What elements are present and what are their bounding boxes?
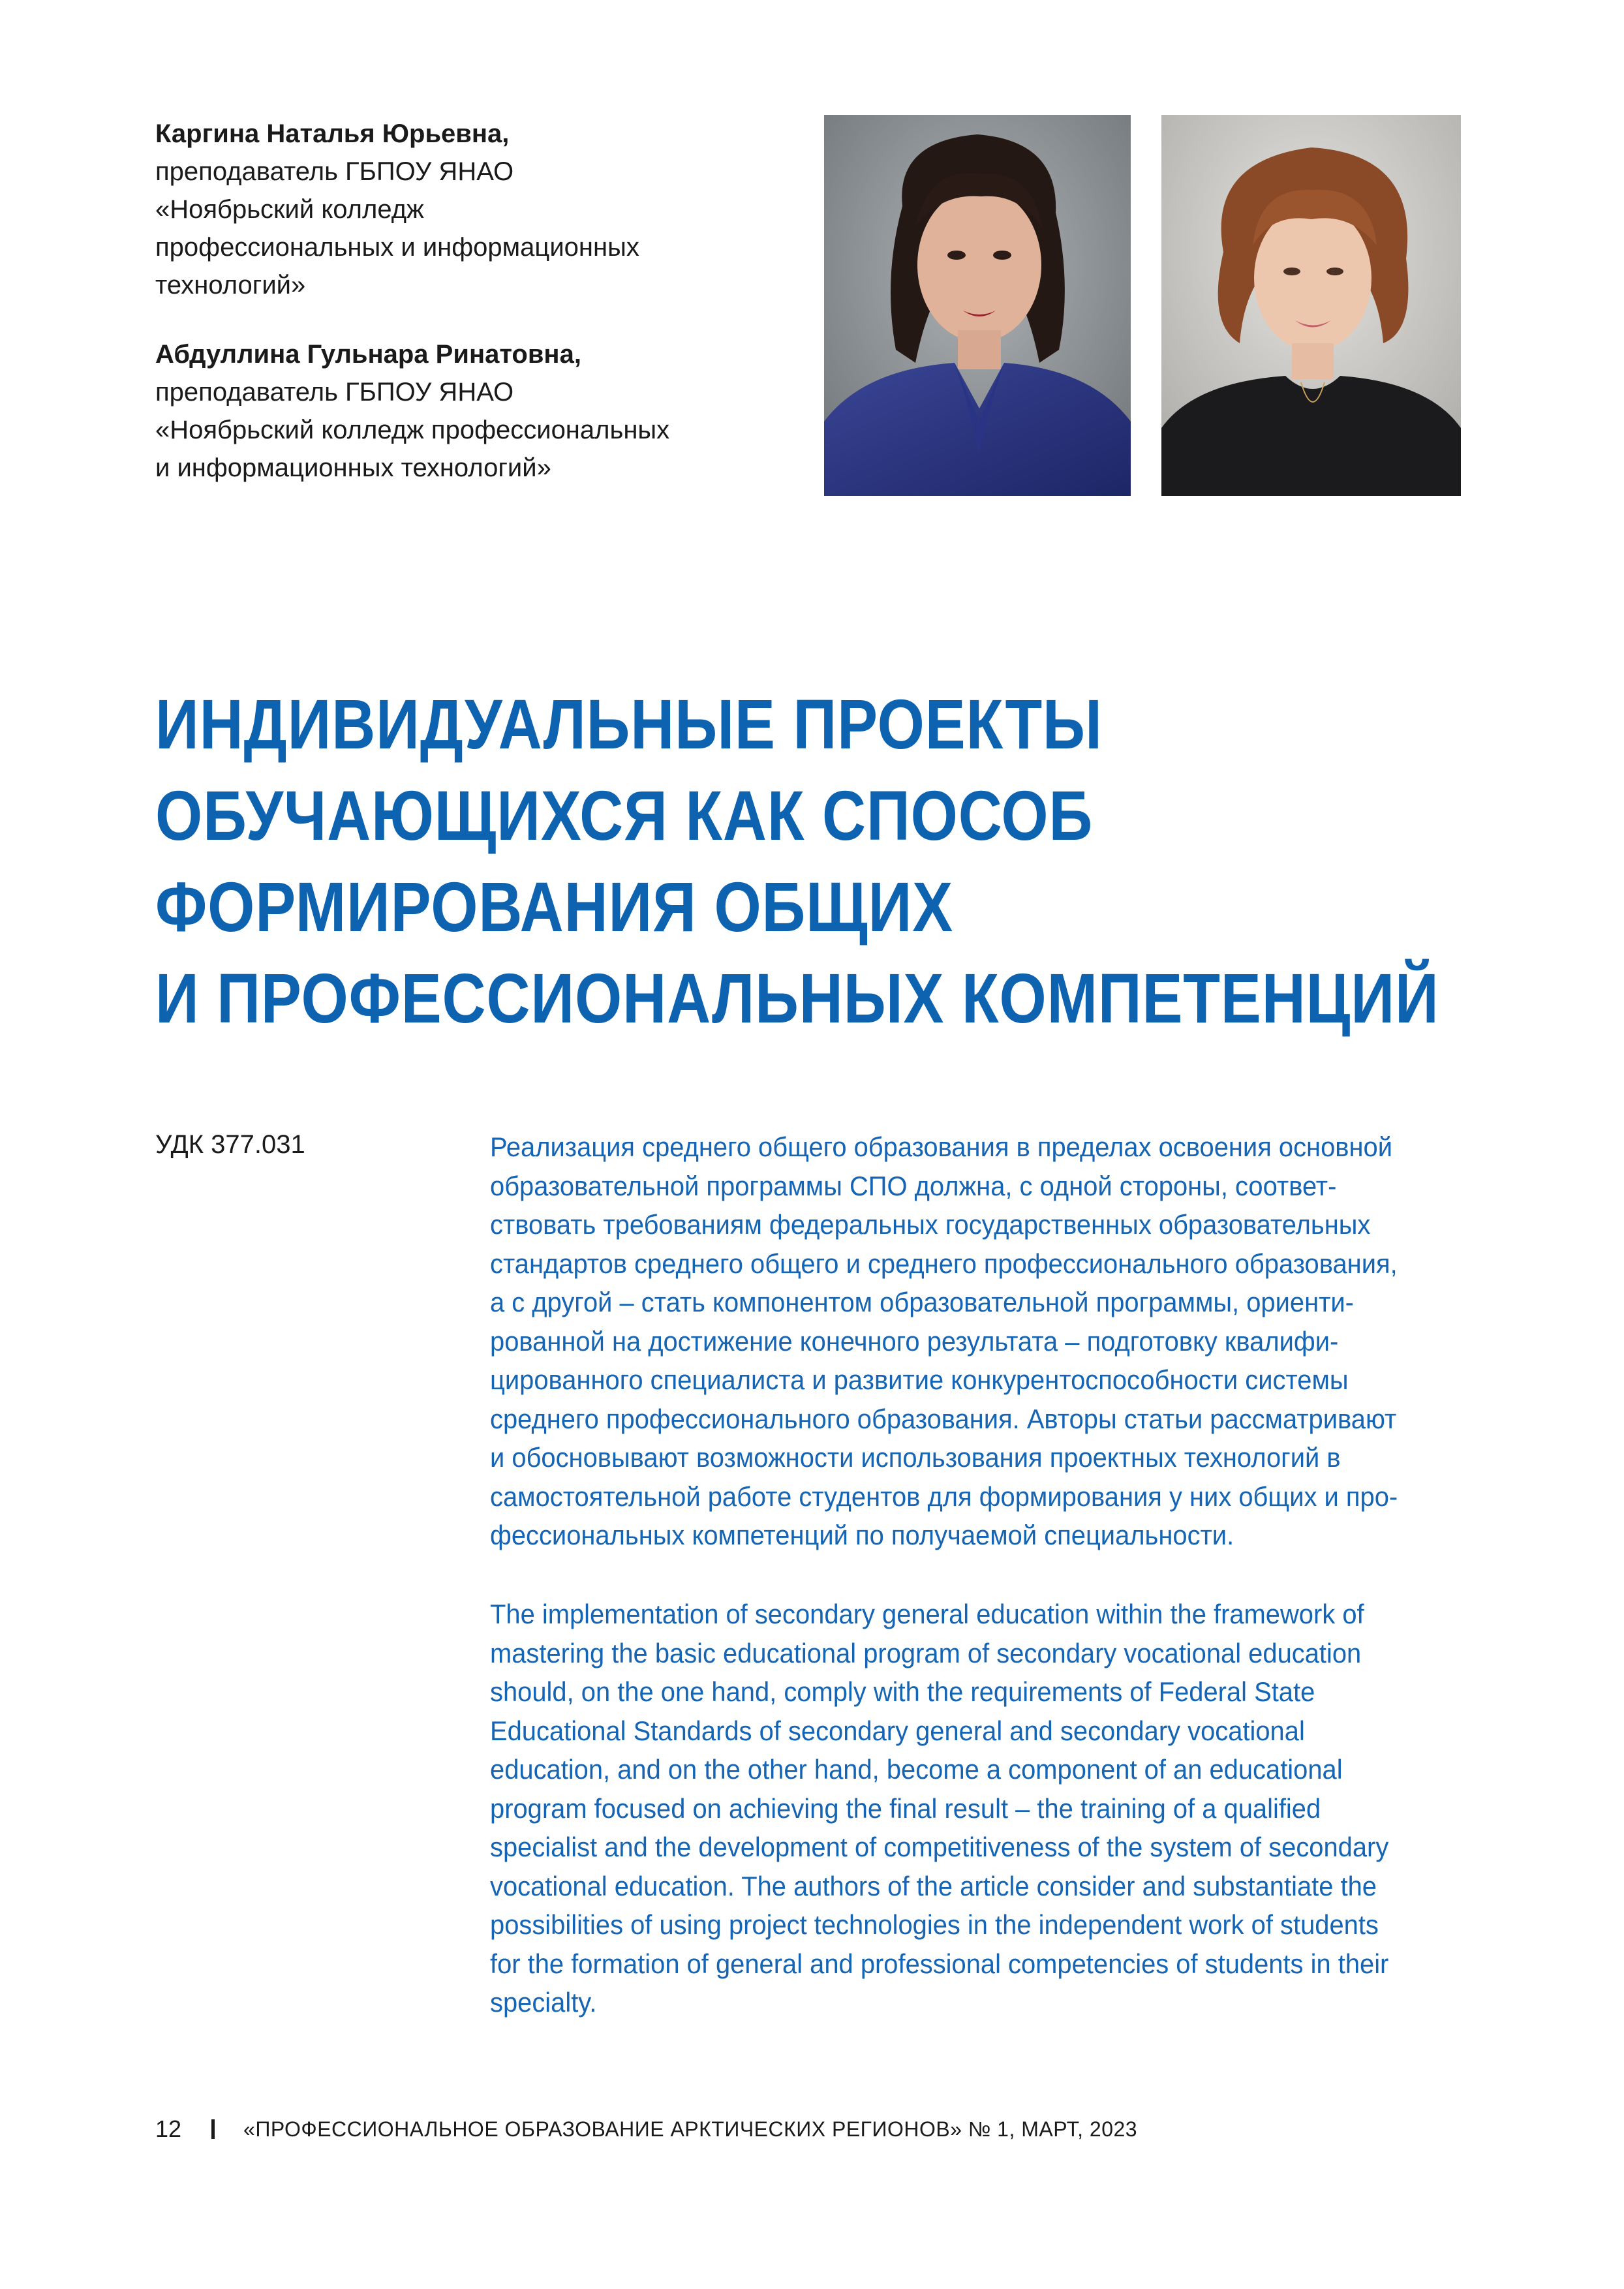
abstract-line: specialty.: [490, 1987, 597, 2018]
author-2-photo: [1161, 115, 1461, 496]
article-title-line: ФОРМИРОВАНИЯ ОБЩИХ: [155, 867, 954, 946]
abstract-line: Educational Standards of secondary general and secondary vocational: [490, 1715, 1305, 1746]
authors-section: [155, 115, 808, 518]
author-affiliation-line: технологий»: [155, 271, 306, 300]
page-number: 12: [155, 2115, 182, 2142]
footer-separator: [211, 2119, 215, 2139]
article-title-line: И ПРОФЕССИОНАЛЬНЫХ КОМПЕТЕНЦИЙ: [155, 959, 1439, 1037]
abstract-line: рованной на достижение конечного результата – подготовку квалифи-: [490, 1325, 1339, 1357]
udk-code: УДК 377.031: [155, 1130, 305, 1159]
author-name: Абдуллина Гульнара Ринатовна,: [155, 340, 581, 369]
abstract-line: vocational education. The authors of the article consider and substantiate the: [490, 1870, 1377, 1901]
author-name: Каргина Наталья Юрьевна,: [155, 119, 510, 148]
author-affiliation-line: «Ноябрьский колледж профессиональных: [155, 416, 670, 444]
abstract-english: [490, 1595, 1482, 2022]
author-1: [155, 115, 808, 304]
abstract-line: The implementation of secondary general education within the framework of: [490, 1599, 1364, 1629]
abstract-line: education, and on the other hand, become a component of an educational: [490, 1754, 1343, 1785]
abstract-line: for the formation of general and professional competencies of students in their: [490, 1948, 1389, 1979]
abstract-line: цированного специалиста и развитие конкурентоспособности системы: [490, 1364, 1349, 1395]
journal-title: «ПРОФЕССИОНАЛЬНОЕ ОБРАЗОВАНИЕ АРКТИЧЕСКИХ РЕГИОНОВ» № 1, МАРТ, 2023: [243, 2117, 1138, 2141]
author-affiliation-line: преподаватель ГБПОУ ЯНАО: [155, 157, 514, 186]
abstract-line: а с другой – стать компонентом образовательной программы, ориенти-: [490, 1287, 1354, 1317]
abstract-line: среднего профессионального образования. Авторы статьи рассматривают: [490, 1403, 1397, 1434]
abstract-line: mastering the basic educational program of secondary vocational education: [490, 1637, 1362, 1668]
abstract-line: образовательной программы СПО должна, с одной стороны, соответ-: [490, 1170, 1337, 1201]
author-1-photo: [824, 115, 1131, 496]
page-footer: [155, 2113, 1137, 2145]
abstract-line: ствовать требованиям федеральных государственных образовательных: [490, 1209, 1371, 1240]
author-2: [155, 335, 808, 487]
author-affiliation-line: профессиональных и информационных: [155, 233, 639, 262]
abstract-russian: [490, 1128, 1482, 1555]
abstract-line: и обосновывают возможности использования проектных технологий в: [490, 1442, 1341, 1473]
abstract-line: possibilities of using project technologies in the independent work of students: [490, 1909, 1379, 1940]
author-affiliation-line: и информационных технологий»: [155, 453, 551, 482]
author-affiliation-line: «Ноябрьский колледж: [155, 195, 424, 224]
article-title-line: ИНДИВИДУАЛЬНЫЕ ПРОЕКТЫ: [155, 684, 1103, 763]
abstract-line: should, on the one hand, comply with the requirements of Federal State: [490, 1676, 1315, 1707]
abstract-line: program focused on achieving the final result – the training of a qualified: [490, 1792, 1321, 1824]
author-affiliation-line: преподаватель ГБПОУ ЯНАО: [155, 378, 514, 407]
abstract-line: стандартов среднего общего и среднего профессионального образования,: [490, 1248, 1398, 1279]
abstract-line: фессиональных компетенций по получаемой специальности.: [490, 1520, 1234, 1550]
abstract-line: specialist and the development of competitiveness of the system of secondary: [490, 1832, 1389, 1862]
abstract-line: Реализация среднего общего образования в пределах освоения основной: [490, 1131, 1392, 1162]
article-title: [155, 679, 1525, 1044]
article-title-line: ОБУЧАЮЩИХСЯ КАК СПОСОБ: [155, 776, 1094, 855]
abstract-line: самостоятельной работе студентов для формирования у них общих и про-: [490, 1481, 1398, 1512]
